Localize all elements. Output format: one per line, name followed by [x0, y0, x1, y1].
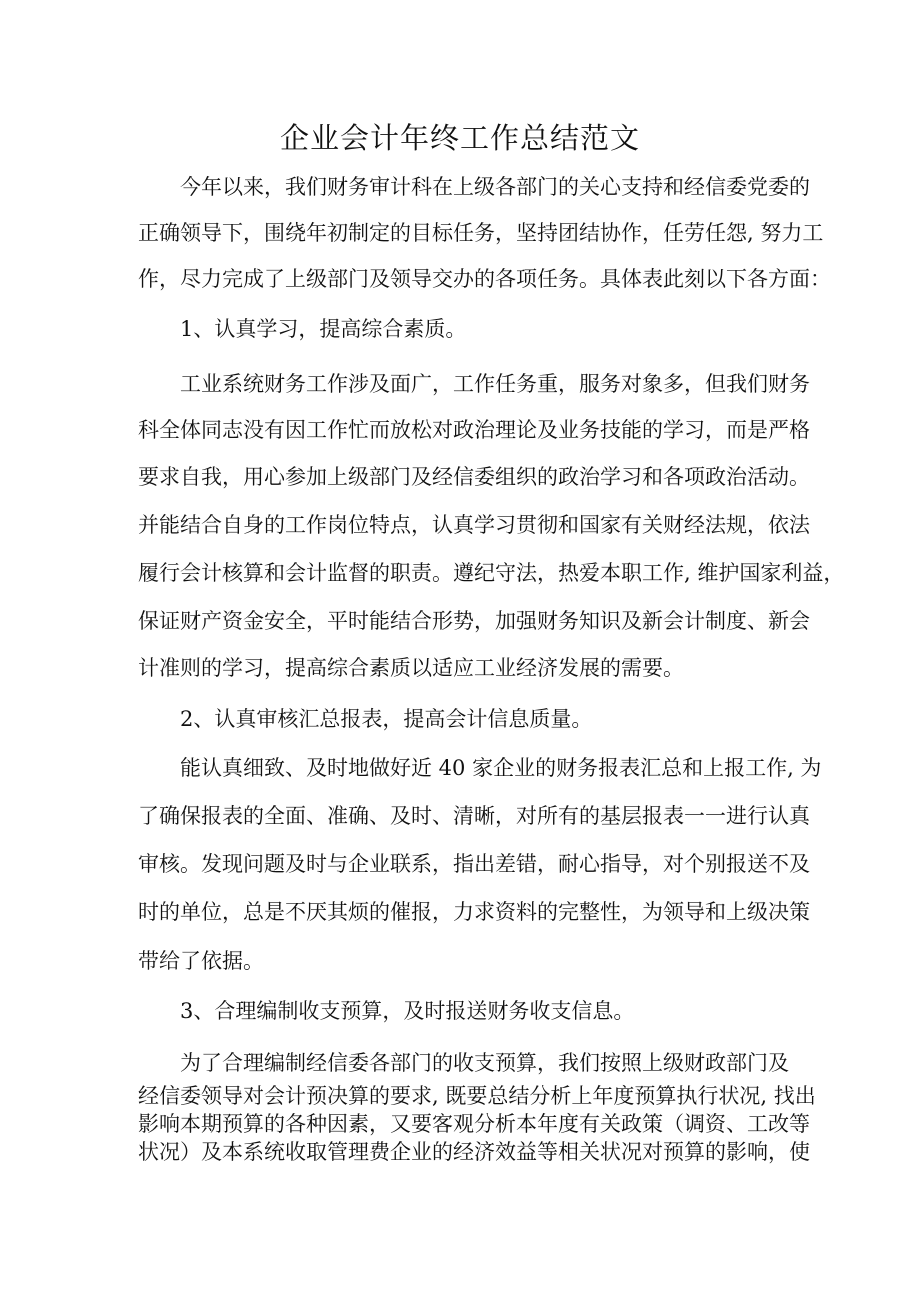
paragraph-line: 保证财产资金安全，平时能结合形势，加强财务知识及新会计制度、新会 — [138, 609, 810, 633]
paragraph-line: 工业系统财务工作涉及面广，工作任务重，服务对象多，但我们财务 — [180, 372, 810, 396]
paragraph-line: 能认真细致、及时地做好近 40 家企业的财务报表汇总和上报工作, 为 — [180, 756, 822, 780]
paragraph-line: 带给了依据。 — [138, 949, 264, 973]
paragraph-line: 计准则的学习，提高综合素质以适应工业经济发展的需要。 — [138, 656, 684, 680]
paragraph-line: 为了合理编制经信委各部门的收支预算，我们按照上级财政部门及 — [180, 1051, 789, 1075]
paragraph-line: 时的单位，总是不厌其烦的催报，力求资料的完整性，为领导和上级决策 — [138, 900, 810, 924]
paragraph-line: 状况）及本系统收取管理费企业的经济效益等相关状况对预算的影响，使 — [138, 1140, 810, 1164]
section-heading: 2、认真审核汇总报表，提高会计信息质量。 — [180, 707, 593, 731]
section-heading: 3、合理编制收支预算，及时报送财务收支信息。 — [180, 999, 635, 1023]
paragraph-line: 了确保报表的全面、准确、及时、清晰，对所有的基层报表一一进行认真 — [138, 804, 810, 828]
paragraph-line: 经信委领导对会计预决算的要求, 既要总结分析上年度预算执行状况, 找出 — [138, 1084, 816, 1108]
paragraph-line: 要求自我，用心参加上级部门及经信委组织的政治学习和各项政治活动。 — [138, 465, 810, 489]
document-title: 企业会计年终工作总结范文 — [279, 121, 640, 155]
paragraph-line: 履行会计核算和会计监督的职责。遵纪守法，热爱本职工作, 维护国家利益， — [138, 561, 845, 585]
paragraph-line: 并能结合自身的工作岗位特点，认真学习贯彻和国家有关财经法规，依法 — [138, 513, 810, 537]
paragraph-line: 今年以来，我们财务审计科在上级各部门的关心支持和经信委党委的 — [180, 175, 810, 199]
paragraph-line: 科全体同志没有因工作忙而放松对政治理论及业务技能的学习，而是严格 — [138, 418, 810, 442]
paragraph-line: 正确领导下，围绕年初制定的目标任务，坚持团结协作，任劳任怨, 努力工 — [138, 221, 824, 245]
paragraph-line: 作，尽力完成了上级部门及领导交办的各项任务。具体表此刻以下各方面： — [138, 267, 831, 291]
paragraph-line: 审核。发现问题及时与企业联系，指出差错，耐心指导，对个别报送不及 — [138, 852, 810, 876]
section-heading: 1、认真学习，提高综合素质。 — [180, 317, 467, 341]
paragraph-line: 影响本期预算的各种因素，又要客观分析本年度有关政策（调资、工改等 — [138, 1112, 810, 1136]
